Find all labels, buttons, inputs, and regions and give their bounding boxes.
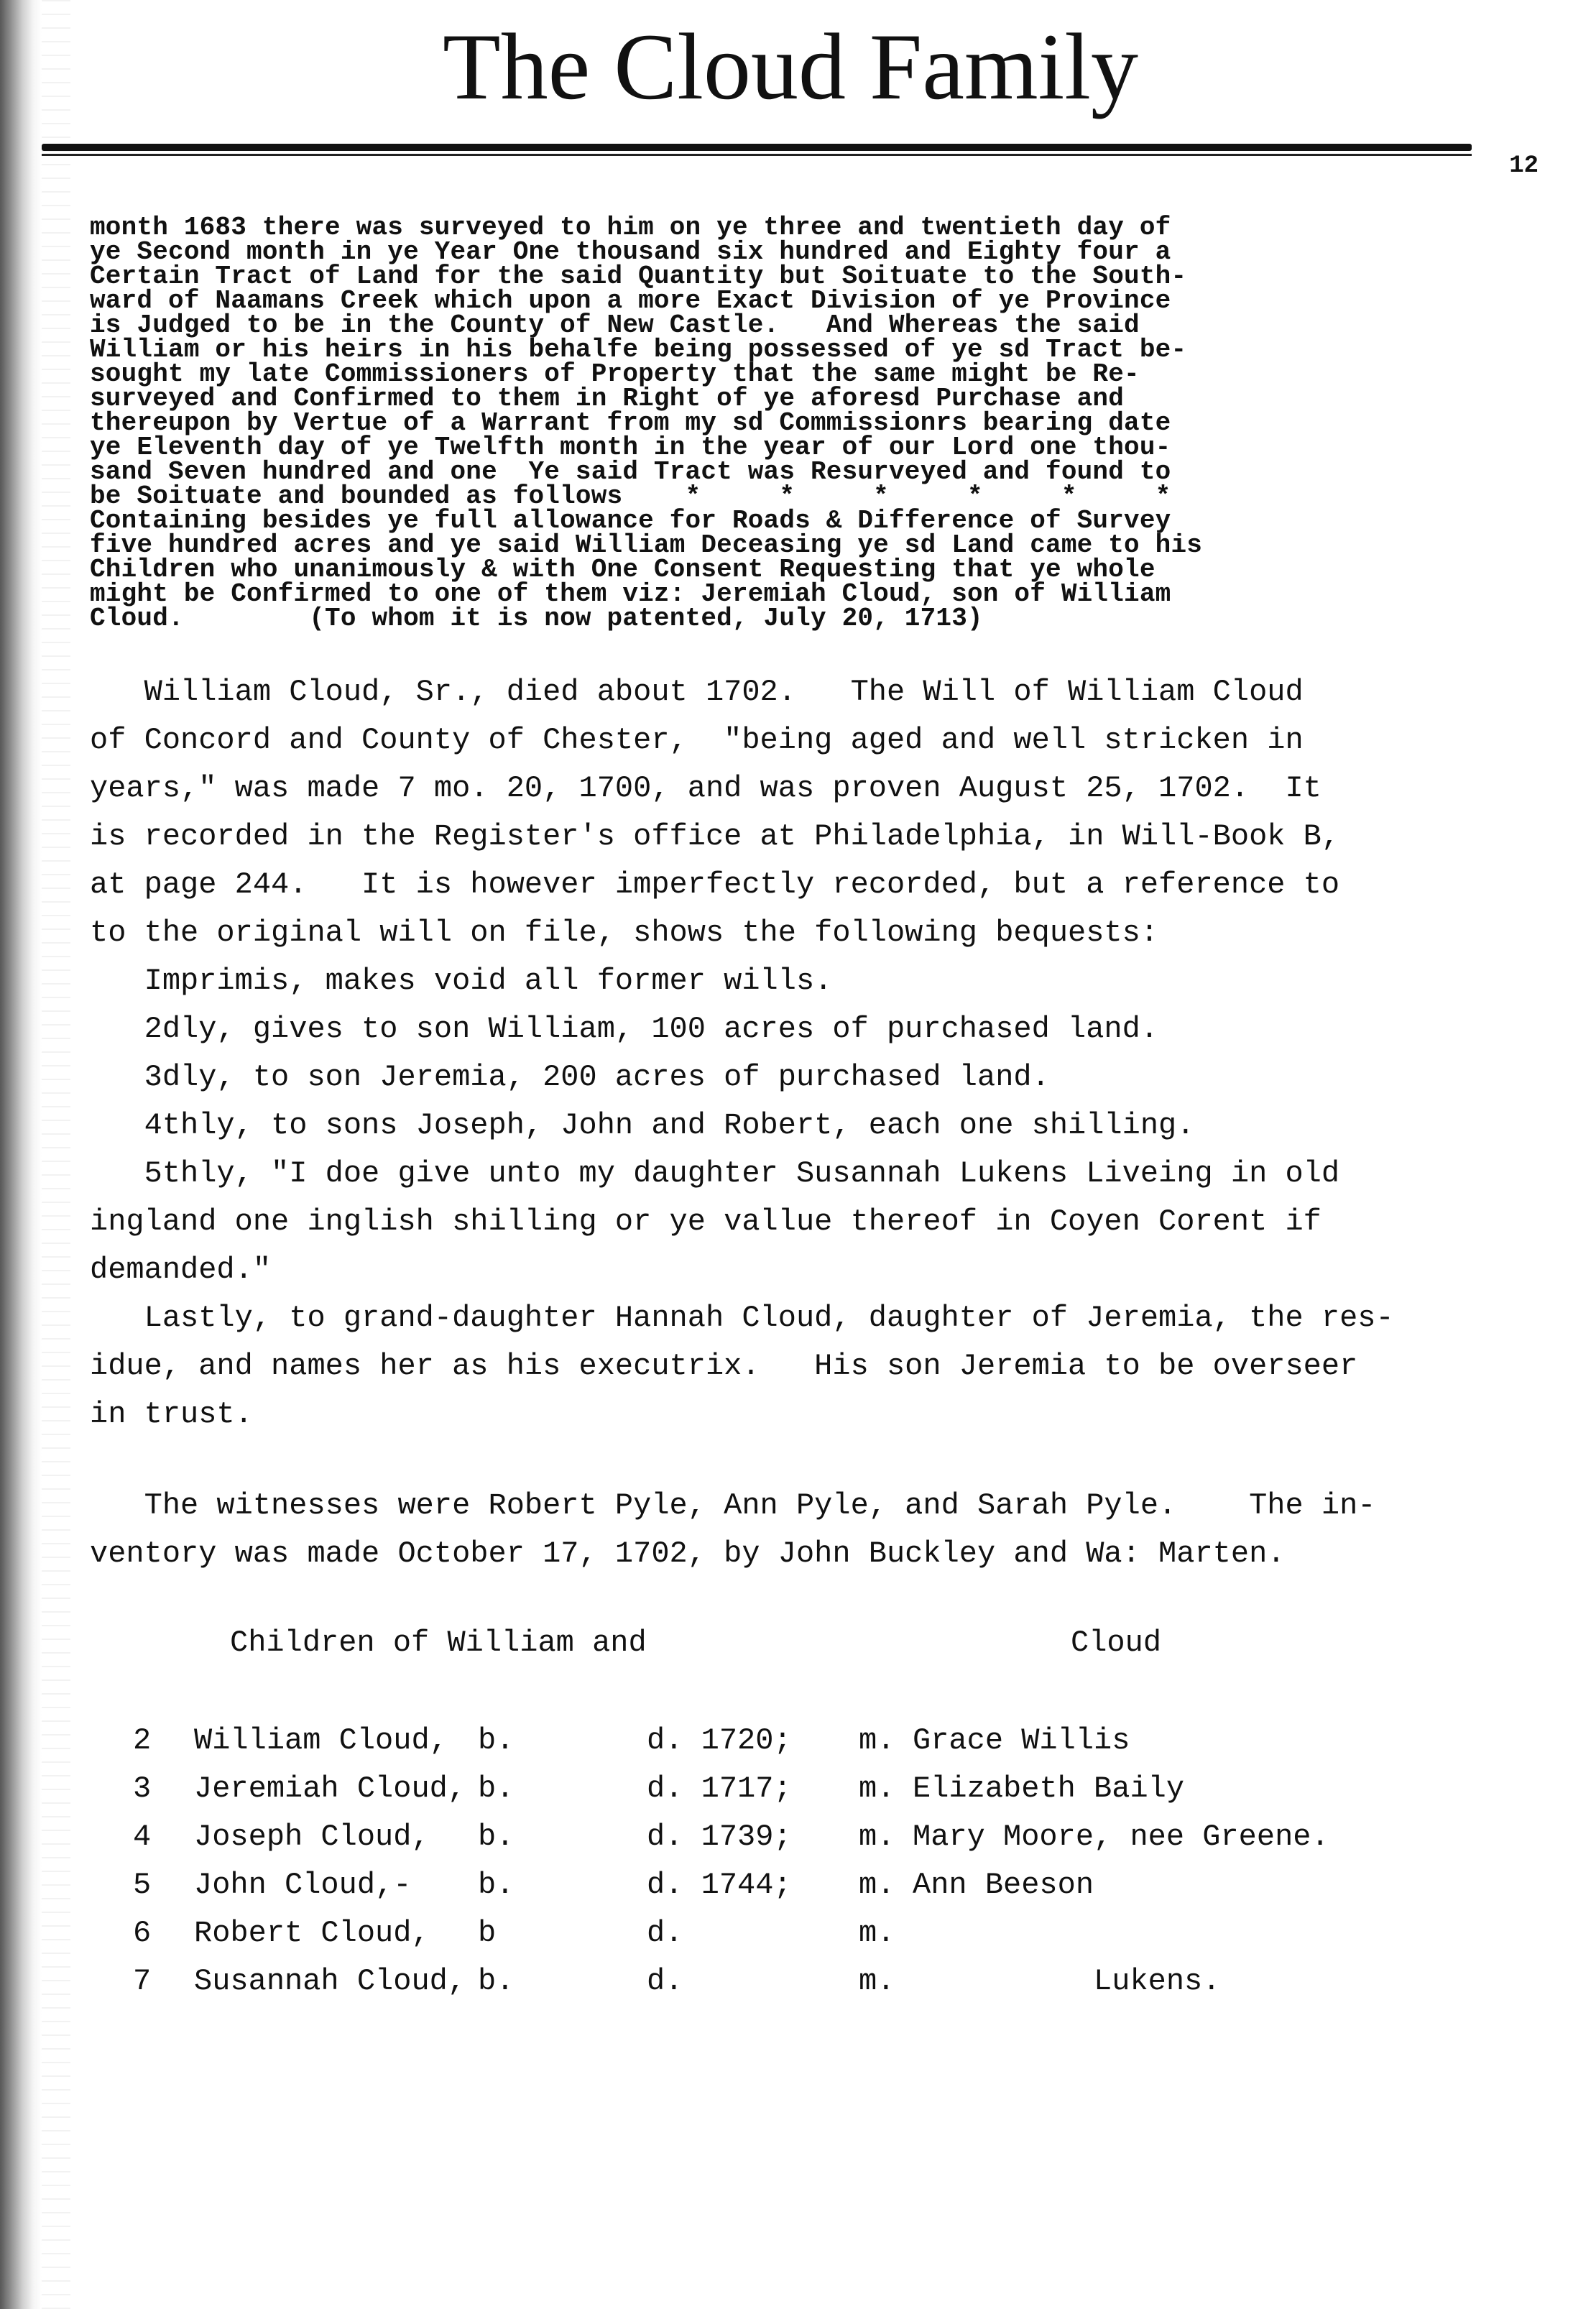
child-name: Joseph Cloud, [194,1820,430,1854]
text-line: ingland one inglish shilling or ye vallue thereof in Coyen Corent if [90,1204,1321,1239]
child-married: m. [859,1820,895,1854]
child-spouse: Ann Beeson [913,1868,1094,1902]
text-line: Lastly, to grand-daughter Hannah Cloud, daughter of Jeremia, the res- [90,1301,1394,1335]
text-line: five hundred acres and ye said William Deceasing ye sd Land came to his [90,530,1203,560]
child-number: 4 [133,1820,152,1854]
text-line: idue, and names her as his executrix. His son Jeremia to be overseer [90,1349,1358,1383]
text-line: William or his heirs in his behalfe being possessed of ye sd Tract be- [90,335,1187,364]
patent-excerpt [90,213,1498,633]
text-line: ye Second month in ye Year One thousand six hundred and Eighty four a [90,237,1171,267]
text-line: Children who unanimously & with One Consent Requesting that ye whole [90,555,1156,584]
child-name: Susannah Cloud, [194,1964,466,1999]
child-spouse: Grace Willis [913,1723,1130,1758]
title-rule-thick [42,144,1472,151]
text-line: Imprimis, makes void all former wills. [90,964,833,998]
child-born: b. [478,1868,515,1902]
text-line: ward of Naamans Creek which upon a more Exact Division of ye Province [90,286,1171,315]
text-line: demanded." [90,1253,272,1287]
child-died: d. 1717; [647,1771,792,1806]
child-died: d. 1720; [647,1723,792,1758]
page-title: The Cloud Family [443,14,1138,119]
child-name: John Cloud,- [194,1868,412,1902]
text-line: at page 244. It is however imperfectly recorded, but a reference to [90,867,1340,902]
witnesses-paragraph [90,1482,1498,1578]
text-line: 2dly, gives to son William, 100 acres of purchased land. [90,1012,1159,1046]
child-died: d. 1744; [647,1868,792,1902]
text-line: thereupon by Vertue of a Warrant from my sd Commissionrs bearing date [90,408,1171,438]
title-rule-thin [42,154,1472,156]
child-married: m. [859,1916,895,1950]
child-spouse: Lukens. [913,1964,1221,1999]
children-heading: Children of William and [230,1626,647,1660]
child-name: William Cloud, [194,1723,448,1758]
text-line: 5thly, "I doe give unto my daughter Susannah Lukens Liveing in old [90,1156,1340,1191]
text-line: years," was made 7 mo. 20, 1700, and was proven August 25, 1702. It [90,771,1321,806]
child-name: Robert Cloud, [194,1916,430,1950]
will-summary [90,668,1498,1439]
text-line: be Soituate and bounded as follows * * * * * * [90,481,1171,511]
child-number: 6 [133,1916,152,1950]
text-line: in trust. [90,1397,253,1432]
child-died: d. [647,1964,683,1999]
child-number: 7 [133,1964,152,1999]
child-married: m. [859,1964,895,1999]
text-line: ventory was made October 17, 1702, by John Buckley and Wa: Marten. [90,1536,1286,1571]
text-line: sand Seven hundred and one Ye said Tract was Resurveyed and found to [90,457,1171,487]
child-spouse: Elizabeth Baily [913,1771,1185,1806]
child-died: d. 1739; [647,1820,792,1854]
text-line: to the original will on file, shows the following bequests: [90,916,1159,950]
text-line: Certain Tract of Land for the said Quantity but Soituate to the South- [90,262,1187,291]
child-born: b. [478,1820,515,1854]
child-name: Jeremiah Cloud, [194,1771,466,1806]
child-number: 2 [133,1723,152,1758]
text-line: sought my late Commissioners of Property that the same might be Re- [90,359,1140,389]
child-spouse: Mary Moore, nee Greene. [913,1820,1329,1854]
scan-edge-speckle [42,0,70,2309]
child-married: m. [859,1868,895,1902]
child-born: b. [478,1723,515,1758]
children-heading-surname: Cloud [1071,1626,1162,1660]
text-line: The witnesses were Robert Pyle, Ann Pyle, and Sarah Pyle. The in- [90,1488,1376,1523]
child-number: 3 [133,1771,152,1806]
child-died: d. [647,1916,683,1950]
page-number: 12 [1509,152,1539,180]
child-born: b. [478,1771,515,1806]
child-married: m. [859,1723,895,1758]
text-line: Cloud. (To whom it is now patented, July 20, 1713) [90,604,983,633]
text-line: month 1683 there was surveyed to him on ye three and twentieth day of [90,213,1171,242]
child-born: b. [478,1964,515,1999]
text-line: of Concord and County of Chester, "being aged and well stricken in [90,723,1304,757]
child-number: 5 [133,1868,152,1902]
text-line: 3dly, to son Jeremia, 200 acres of purchased land. [90,1060,1050,1094]
text-line: William Cloud, Sr., died about 1702. The Will of William Cloud [90,675,1304,709]
text-line: ye Eleventh day of ye Twelfth month in the year of our Lord one thou- [90,433,1171,462]
text-line: is Judged to be in the County of New Castle. And Whereas the said [90,310,1140,340]
text-line: Containing besides ye full allowance for Roads & Difference of Survey [90,506,1171,535]
text-line: is recorded in the Register's office at Philadelphia, in Will-Book B, [90,819,1340,854]
text-line: might be Confirmed to one of them viz: Jeremiah Cloud, son of William [90,579,1171,609]
scan-left-edge [0,0,42,2309]
text-line: surveyed and Confirmed to them in Right of ye aforesd Purchase and [90,384,1125,413]
child-born: b [478,1916,497,1950]
text-line: 4thly, to sons Joseph, John and Robert, each one shilling. [90,1108,1195,1143]
child-married: m. [859,1771,895,1806]
